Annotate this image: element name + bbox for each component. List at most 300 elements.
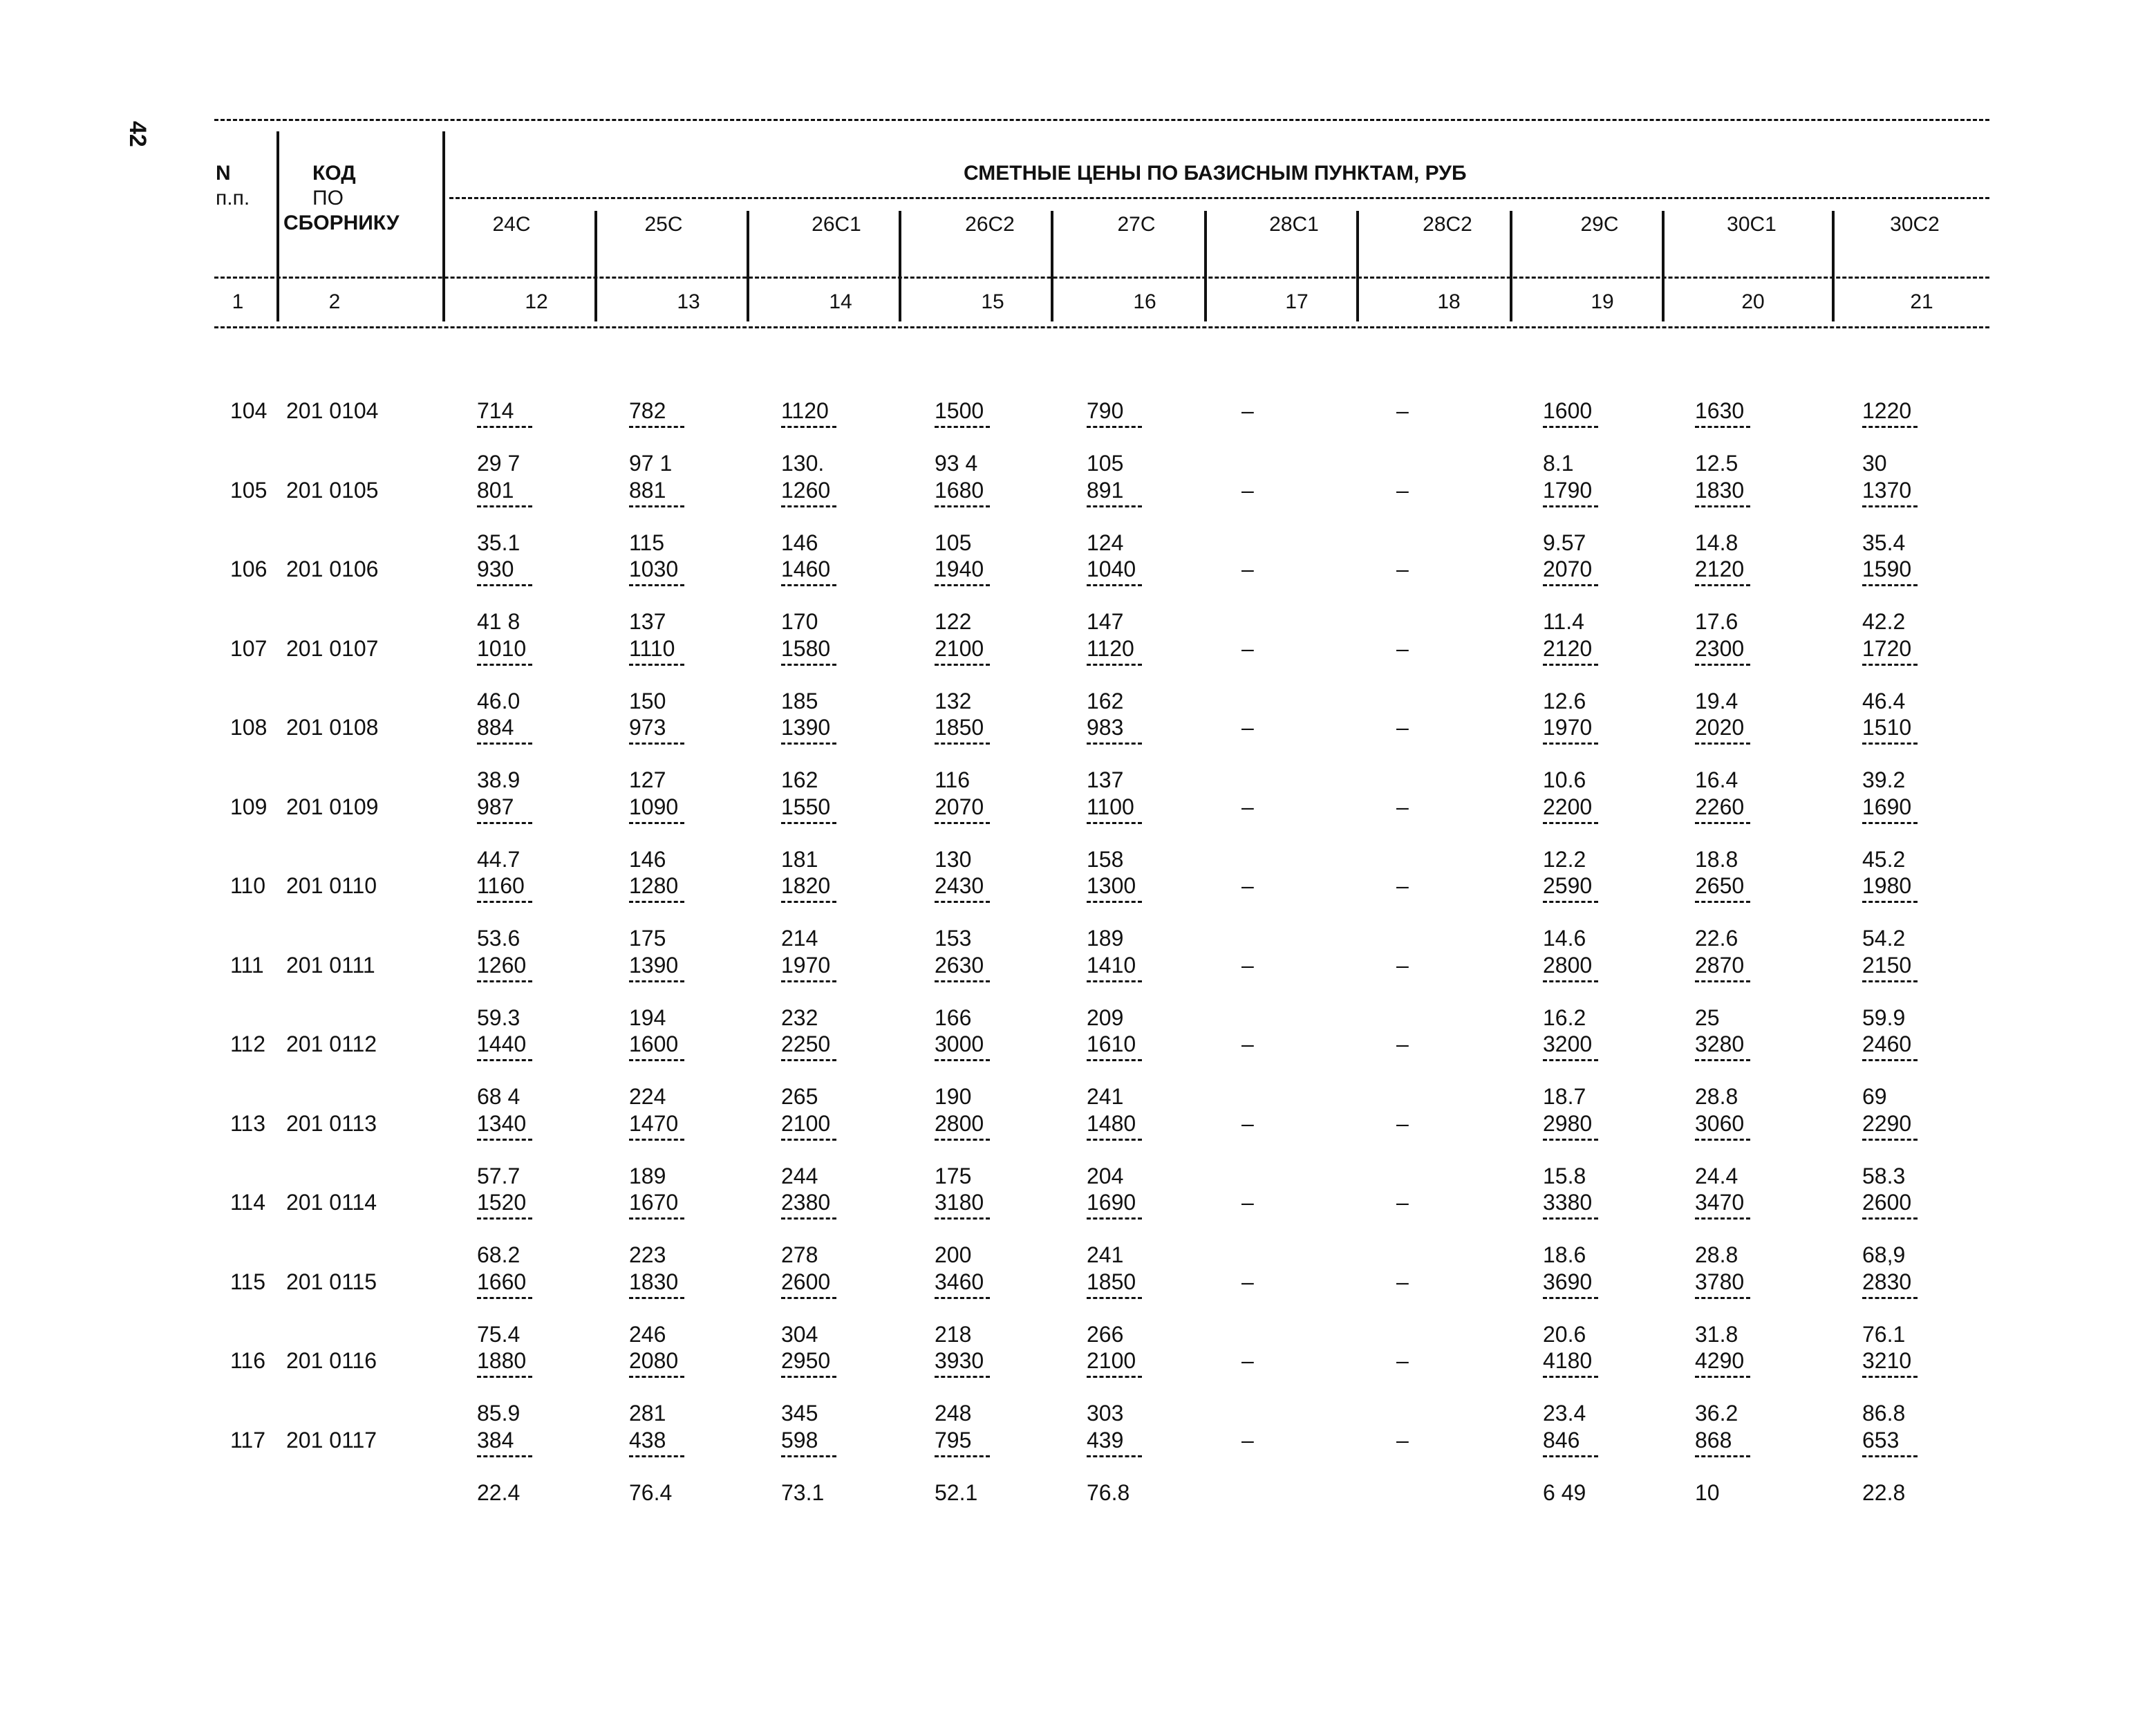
fraction-bar (1543, 1297, 1598, 1299)
fraction-bar (477, 1139, 532, 1141)
price-value: 1970 (1543, 715, 1593, 740)
fraction-bar (1862, 1139, 1918, 1141)
fraction-bar (935, 1455, 990, 1457)
fraction-bar (781, 1297, 836, 1299)
fraction-bar (1695, 1297, 1750, 1299)
fraction-bar (1087, 664, 1142, 666)
price-value: 3180 (935, 1190, 984, 1215)
row-number: 110 (230, 873, 266, 898)
transport-cost-value: 170 (781, 609, 818, 634)
fraction-bar (935, 822, 990, 824)
price-value: 3380 (1543, 1190, 1593, 1215)
transport-cost-value: 150 (629, 688, 666, 713)
transport-cost-value: 57.7 (477, 1163, 521, 1188)
transport-cost-value: 12.2 (1543, 846, 1586, 872)
transport-cost-value: 132 (935, 688, 972, 713)
transport-cost-value: 18.8 (1695, 846, 1738, 872)
column-number: 17 (1285, 290, 1309, 313)
price-value: 1010 (477, 635, 527, 661)
column-header: 24С (492, 213, 531, 236)
transport-cost-value: 17.6 (1695, 609, 1738, 634)
fraction-bar (1543, 822, 1598, 824)
transport-cost-value: 278 (781, 1242, 818, 1267)
no-price-dash: – (1241, 715, 1254, 740)
price-value: 3210 (1862, 1348, 1912, 1373)
price-value: 2430 (935, 873, 984, 898)
column-number: 18 (1437, 290, 1461, 313)
fraction-bar (935, 1376, 990, 1378)
row-code: 201 0106 (286, 557, 379, 581)
price-value: 4290 (1695, 1348, 1745, 1373)
fraction-bar (1087, 505, 1142, 507)
column-number: 21 (1910, 290, 1933, 313)
fraction-bar (1543, 505, 1598, 507)
transport-cost-value: 153 (935, 926, 972, 951)
group-title-rule (449, 197, 1989, 199)
fraction-bar (1862, 1455, 1918, 1457)
price-value: 598 (781, 1427, 818, 1453)
page-number: 42 (124, 121, 151, 147)
price-value: 1460 (781, 557, 831, 581)
price-value: 1590 (1862, 557, 1912, 581)
header-po: ПО (312, 187, 344, 209)
row-code: 201 0105 (286, 477, 379, 503)
fraction-bar (629, 584, 684, 586)
row-number: 116 (230, 1348, 266, 1373)
price-value: 438 (629, 1427, 666, 1453)
transport-cost-value: 8.1 (1543, 451, 1574, 476)
price-value: 2020 (1695, 715, 1745, 740)
row-code: 201 0107 (286, 635, 379, 661)
row-code: 201 0115 (286, 1269, 377, 1294)
transport-cost-value: 223 (629, 1242, 666, 1267)
price-value: 2150 (1862, 952, 1912, 978)
transport-cost-value: 28.8 (1695, 1084, 1738, 1109)
transport-cost-value: 35.4 (1862, 530, 1906, 555)
no-price-dash: – (1396, 477, 1409, 503)
transport-cost-value: 12.5 (1695, 451, 1738, 476)
fraction-bar (1862, 1376, 1918, 1378)
header-sborniku: СБОРНИКУ (283, 212, 400, 234)
fraction-bar (935, 1139, 990, 1141)
transport-cost-value: 130 (935, 846, 972, 872)
price-value: 868 (1695, 1427, 1732, 1453)
header-n: N (216, 162, 231, 185)
transport-cost-value: 122 (935, 609, 972, 634)
header-col-separator (1510, 211, 1512, 321)
column-number: 16 (1133, 290, 1156, 313)
transport-cost-value: 130. (781, 451, 825, 476)
fraction-bar (477, 901, 532, 903)
price-value: 2100 (935, 635, 984, 661)
transport-cost-value: 25 (1695, 1005, 1720, 1030)
transport-cost-value: 209 (1087, 1005, 1124, 1030)
fraction-bar (477, 743, 532, 745)
fraction-bar (1087, 980, 1142, 982)
row-number: 117 (230, 1427, 266, 1453)
fraction-bar (781, 743, 836, 745)
no-price-dash: – (1396, 1110, 1409, 1136)
fraction-bar (781, 822, 836, 824)
header-vbar-b (442, 131, 445, 321)
row-code: 201 0113 (286, 1110, 377, 1136)
transport-cost-value: 214 (781, 926, 818, 951)
transport-cost-value: 68 4 (477, 1084, 521, 1109)
price-value: 3470 (1695, 1190, 1745, 1215)
column-number: 1 (232, 290, 244, 313)
row-code: 201 0111 (286, 952, 375, 978)
price-value: 1390 (629, 952, 679, 978)
transport-cost-value: 19.4 (1695, 688, 1738, 713)
fraction-bar (1695, 1376, 1750, 1378)
fraction-bar (1695, 743, 1750, 745)
price-value: 2870 (1695, 952, 1745, 978)
price-value: 1500 (935, 398, 984, 423)
no-price-dash: – (1241, 1348, 1254, 1373)
price-value: 714 (477, 398, 514, 423)
fraction-bar (1862, 584, 1918, 586)
transport-cost-value: 22.4 (477, 1479, 521, 1505)
transport-cost-value: 175 (935, 1163, 972, 1188)
fraction-bar (629, 1455, 684, 1457)
transport-cost-value: 30 (1862, 451, 1887, 476)
price-value: 1090 (629, 794, 679, 819)
fraction-bar (1862, 901, 1918, 903)
transport-cost-value: 46.0 (477, 688, 521, 713)
fraction-bar (629, 505, 684, 507)
price-value: 1440 (477, 1031, 527, 1056)
fraction-bar (781, 505, 836, 507)
transport-cost-value: 146 (781, 530, 818, 555)
transport-cost-value: 68.2 (477, 1242, 521, 1267)
transport-cost-value: 246 (629, 1321, 666, 1347)
transport-cost-value: 31.8 (1695, 1321, 1738, 1347)
price-value: 1030 (629, 557, 679, 581)
price-value: 1970 (781, 952, 831, 978)
price-value: 2080 (629, 1348, 679, 1373)
transport-cost-value: 76.1 (1862, 1321, 1906, 1347)
transport-cost-value: 16.2 (1543, 1005, 1586, 1030)
price-value: 1660 (477, 1269, 527, 1294)
fraction-bar (1862, 505, 1918, 507)
column-header: 26С1 (812, 213, 861, 236)
header-col-separator (899, 211, 901, 321)
transport-cost-value: 53.6 (477, 926, 521, 951)
transport-cost-value: 54.2 (1862, 926, 1906, 951)
transport-cost-value: 10 (1695, 1479, 1720, 1505)
price-value: 2800 (1543, 952, 1593, 978)
column-header: 29С (1580, 213, 1619, 236)
fraction-bar (629, 1297, 684, 1299)
fraction-bar (1695, 822, 1750, 824)
fraction-bar (629, 901, 684, 903)
fraction-bar (1695, 1455, 1750, 1457)
no-price-dash: – (1396, 715, 1409, 740)
fraction-bar (1543, 1217, 1598, 1220)
price-value: 3460 (935, 1269, 984, 1294)
price-value: 1610 (1087, 1031, 1136, 1056)
header-vbar-a (276, 131, 279, 321)
fraction-bar (477, 1297, 532, 1299)
fraction-bar (1087, 584, 1142, 586)
price-value: 3000 (935, 1031, 984, 1056)
row-code: 201 0117 (286, 1427, 377, 1453)
transport-cost-value: 20.6 (1543, 1321, 1586, 1347)
row-number: 114 (230, 1190, 266, 1215)
price-value: 1690 (1087, 1190, 1136, 1215)
fraction-bar (1695, 980, 1750, 982)
fraction-bar (629, 664, 684, 666)
fraction-bar (781, 1059, 836, 1061)
fraction-bar (1862, 1217, 1918, 1220)
column-header: 30С1 (1727, 213, 1777, 236)
fraction-bar (477, 664, 532, 666)
fraction-bar (1543, 1059, 1598, 1061)
transport-cost-value: 200 (935, 1242, 972, 1267)
fraction-bar (1543, 1455, 1598, 1457)
no-price-dash: – (1241, 1427, 1254, 1453)
transport-cost-value: 86.8 (1862, 1401, 1906, 1426)
fraction-bar (629, 1059, 684, 1061)
price-value: 2650 (1695, 873, 1745, 898)
price-value: 1600 (1543, 398, 1593, 423)
fraction-bar (1695, 1139, 1750, 1141)
transport-cost-value: 58.3 (1862, 1163, 1906, 1188)
price-value: 1880 (477, 1348, 527, 1373)
transport-cost-value: 105 (1087, 451, 1124, 476)
column-number: 12 (525, 290, 548, 313)
transport-cost-value: 162 (1087, 688, 1124, 713)
price-value: 1790 (1543, 477, 1593, 503)
transport-cost-value: 137 (629, 609, 666, 634)
transport-cost-value: 137 (1087, 767, 1124, 792)
fraction-bar (1695, 1059, 1750, 1061)
transport-cost-value: 85.9 (477, 1401, 521, 1426)
column-number: 19 (1591, 290, 1614, 313)
fraction-bar (1543, 426, 1598, 428)
price-value: 1830 (629, 1269, 679, 1294)
transport-cost-value: 22.8 (1862, 1479, 1906, 1505)
transport-cost-value: 52.1 (935, 1479, 978, 1505)
transport-cost-value: 232 (781, 1005, 818, 1030)
no-price-dash: – (1396, 635, 1409, 661)
fraction-bar (629, 980, 684, 982)
row-number: 109 (230, 794, 268, 819)
fraction-bar (477, 1217, 532, 1220)
fraction-bar (1543, 584, 1598, 586)
transport-cost-value: 93 4 (935, 451, 978, 476)
row-number: 115 (230, 1269, 266, 1294)
fraction-bar (781, 584, 836, 586)
column-header: 30С2 (1890, 213, 1940, 236)
transport-cost-value: 22.6 (1695, 926, 1738, 951)
price-value: 1510 (1862, 715, 1912, 740)
price-value: 3690 (1543, 1269, 1593, 1294)
fraction-bar (1087, 426, 1142, 428)
transport-cost-value: 44.7 (477, 846, 521, 872)
price-value: 983 (1087, 715, 1124, 740)
price-value: 1260 (477, 952, 527, 978)
transport-cost-value: 23.4 (1543, 1401, 1586, 1426)
price-value: 1830 (1695, 477, 1745, 503)
price-value: 3280 (1695, 1031, 1745, 1056)
no-price-dash: – (1241, 1031, 1254, 1056)
row-number: 113 (230, 1110, 266, 1136)
price-value: 2950 (781, 1348, 831, 1373)
price-value: 1120 (1087, 635, 1134, 661)
price-value: 1630 (1695, 398, 1745, 423)
transport-cost-value: 146 (629, 846, 666, 872)
no-price-dash: – (1241, 1269, 1254, 1294)
price-value: 2250 (781, 1031, 831, 1056)
price-value: 439 (1087, 1427, 1124, 1453)
fraction-bar (1695, 426, 1750, 428)
fraction-bar (935, 743, 990, 745)
transport-cost-value: 189 (629, 1163, 666, 1188)
header-col-separator (1356, 211, 1359, 321)
transport-cost-value: 218 (935, 1321, 972, 1347)
price-value: 1600 (629, 1031, 679, 1056)
fraction-bar (1087, 743, 1142, 745)
fraction-bar (1862, 980, 1918, 982)
fraction-bar (1695, 664, 1750, 666)
transport-cost-value: 124 (1087, 530, 1124, 555)
transport-cost-value: 115 (629, 530, 665, 555)
price-value: 2590 (1543, 873, 1593, 898)
no-price-dash: – (1241, 635, 1254, 661)
fraction-bar (1087, 822, 1142, 824)
price-value: 3930 (935, 1348, 984, 1373)
fraction-bar (1695, 901, 1750, 903)
transport-cost-value: 241 (1087, 1084, 1124, 1109)
row-code: 201 0114 (286, 1190, 377, 1215)
price-value: 2300 (1695, 635, 1745, 661)
price-value: 2100 (1087, 1348, 1136, 1373)
header-col-separator (747, 211, 749, 321)
price-value: 2380 (781, 1190, 831, 1215)
price-value: 2260 (1695, 794, 1745, 819)
fraction-bar (629, 1217, 684, 1220)
fraction-bar (1695, 1217, 1750, 1220)
price-value: 1260 (781, 477, 831, 503)
fraction-bar (629, 822, 684, 824)
fraction-bar (781, 426, 836, 428)
no-price-dash: – (1241, 952, 1254, 978)
transport-cost-value: 189 (1087, 926, 1124, 951)
transport-cost-value: 41 8 (477, 609, 521, 634)
transport-cost-value: 14.8 (1695, 530, 1738, 555)
row-code: 201 0104 (286, 398, 379, 423)
fraction-bar (1543, 743, 1598, 745)
column-header: 28С1 (1269, 213, 1319, 236)
transport-cost-value: 204 (1087, 1163, 1124, 1188)
transport-cost-value: 15.8 (1543, 1163, 1586, 1188)
price-value: 790 (1087, 398, 1124, 423)
price-value: 2070 (935, 794, 984, 819)
fraction-bar (477, 1059, 532, 1061)
price-value: 1280 (629, 873, 679, 898)
fraction-bar (1087, 1297, 1142, 1299)
fraction-bar (781, 1455, 836, 1457)
price-value: 782 (629, 398, 666, 423)
fraction-bar (1862, 664, 1918, 666)
row-code: 201 0108 (286, 715, 379, 740)
price-value: 1680 (935, 477, 984, 503)
fraction-bar (935, 664, 990, 666)
price-value: 1470 (629, 1110, 679, 1136)
price-value: 801 (477, 477, 514, 503)
transport-cost-value: 304 (781, 1321, 818, 1347)
header-bottom-rule (214, 326, 1989, 328)
transport-cost-value: 18.6 (1543, 1242, 1586, 1267)
row-number: 104 (230, 398, 268, 423)
fraction-bar (477, 1376, 532, 1378)
transport-cost-value: 345 (781, 1401, 818, 1426)
row-number: 106 (230, 557, 268, 581)
price-value: 1100 (1087, 794, 1134, 819)
price-value: 1480 (1087, 1110, 1136, 1136)
fraction-bar (935, 980, 990, 982)
no-price-dash: – (1396, 952, 1409, 978)
no-price-dash: – (1396, 1031, 1409, 1056)
no-price-dash: – (1396, 557, 1409, 581)
price-value: 2830 (1862, 1269, 1912, 1294)
transport-cost-value: 46.4 (1862, 688, 1906, 713)
price-value: 2120 (1543, 635, 1593, 661)
header-col-separator (1662, 211, 1665, 321)
price-value: 1370 (1862, 477, 1912, 503)
transport-cost-value: 59.9 (1862, 1005, 1906, 1030)
transport-cost-value: 39.2 (1862, 767, 1906, 792)
price-value: 1040 (1087, 557, 1136, 581)
transport-cost-value: 266 (1087, 1321, 1124, 1347)
header-col-separator (1204, 211, 1207, 321)
row-number: 108 (230, 715, 268, 740)
price-value: 2100 (781, 1110, 831, 1136)
fraction-bar (1087, 1455, 1142, 1457)
price-value: 1670 (629, 1190, 679, 1215)
row-code: 201 0110 (286, 873, 377, 898)
no-price-dash: – (1241, 398, 1254, 423)
transport-cost-value: 16.4 (1695, 767, 1738, 792)
price-value: 1850 (1087, 1269, 1136, 1294)
fraction-bar (781, 901, 836, 903)
fraction-bar (1695, 584, 1750, 586)
fraction-bar (1695, 505, 1750, 507)
fraction-bar (629, 743, 684, 745)
column-number: 2 (328, 290, 341, 313)
transport-cost-value: 24.4 (1695, 1163, 1738, 1188)
row-number: 105 (230, 477, 268, 503)
fraction-bar (1543, 664, 1598, 666)
fraction-bar (781, 1376, 836, 1378)
price-value: 1820 (781, 873, 831, 898)
price-value: 1720 (1862, 635, 1912, 661)
fraction-bar (629, 1139, 684, 1141)
fraction-bar (629, 1376, 684, 1378)
no-price-dash: – (1396, 1190, 1409, 1215)
transport-cost-value: 105 (935, 530, 972, 555)
no-price-dash: – (1396, 398, 1409, 423)
row-number: 111 (230, 952, 264, 978)
column-header: 27С (1117, 213, 1156, 236)
transport-cost-value: 244 (781, 1163, 818, 1188)
transport-cost-value: 147 (1087, 609, 1124, 634)
transport-cost-value: 6 49 (1543, 1479, 1586, 1505)
price-value: 891 (1087, 477, 1124, 503)
transport-cost-value: 241 (1087, 1242, 1124, 1267)
no-price-dash: – (1396, 1427, 1409, 1453)
